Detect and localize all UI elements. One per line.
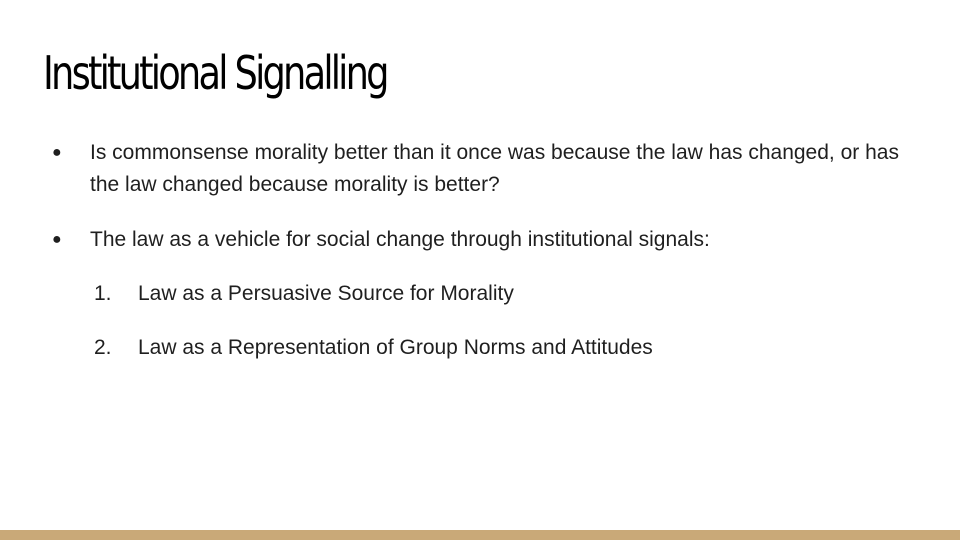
slide-title: Institutional Signalling bbox=[43, 46, 387, 100]
numbered-item-2 bbox=[94, 332, 898, 364]
list-number: 2. bbox=[94, 336, 112, 359]
list-text: Law as a Representation of Group Norms and Attitudes bbox=[138, 336, 653, 359]
bullet-text: The law as a vehicle for social change through institutional signals: bbox=[90, 228, 710, 251]
bullet-text: Is commonsense morality better than it once was because the law has changed, or has the law changed because morality is better? bbox=[90, 141, 899, 196]
list-text: Law as a Persuasive Source for Morality bbox=[138, 282, 514, 305]
bullet-marker: ● bbox=[52, 231, 62, 248]
numbered-item-1 bbox=[94, 278, 898, 310]
bullet-item-1 bbox=[52, 137, 900, 201]
list-number: 1. bbox=[94, 282, 112, 305]
bullet-item-2 bbox=[52, 224, 900, 256]
bullet-marker: ● bbox=[52, 144, 62, 161]
footer-accent-bar bbox=[0, 530, 960, 540]
